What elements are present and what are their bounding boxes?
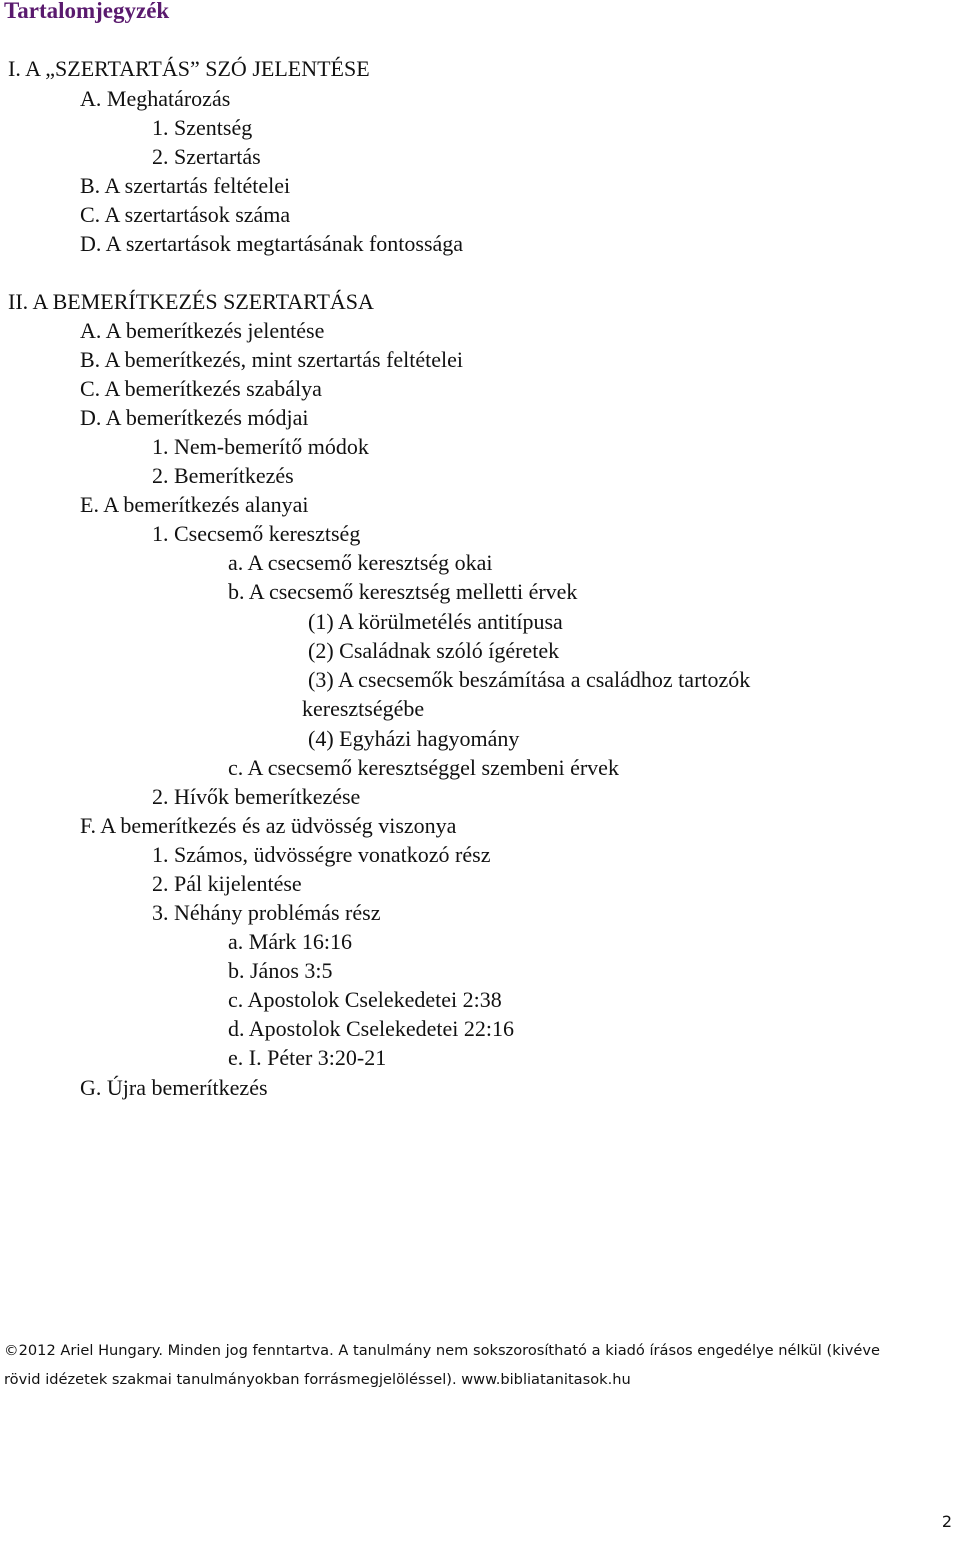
toc-entry: (3) A csecsemők beszámítása a családhoz tartozók	[308, 667, 751, 692]
toc-entry: 2. Hívők bemerítkezése	[152, 784, 361, 809]
toc-entry: 2. Szertartás	[152, 144, 261, 169]
page-number: 2	[941, 1512, 952, 1531]
toc-entry: d. Apostolok Cselekedetei 22:16	[228, 1016, 514, 1041]
toc-entry: D. A bemerítkezés módjai	[80, 405, 309, 430]
toc-entry: A. Meghatározás	[80, 86, 231, 111]
toc-entry: (2) Családnak szóló ígéretek	[308, 638, 560, 663]
toc-entry: 1. Számos, üdvösségre vonatkozó rész	[152, 842, 491, 867]
footer-line: rövid idézetek szakmai tanulmányokban forrásmegjelöléssel). www.bibliatanitasok.hu	[4, 1371, 631, 1388]
toc-entry: B. A szertartás feltételei	[80, 173, 291, 198]
toc-entry: C. A szertartások száma	[80, 202, 291, 227]
toc-entry: F. A bemerítkezés és az üdvösség viszonya	[80, 813, 457, 838]
copyright-footer	[4, 1336, 934, 1394]
toc-entry: 1. Nem-bemerítő módok	[152, 434, 369, 459]
toc-entry: 2. Pál kijelentése	[152, 871, 302, 896]
toc-entry: b. János 3:5	[228, 958, 333, 983]
toc-entry: 1. Szentség	[152, 115, 253, 140]
toc-entry: II. A BEMERÍTKEZÉS SZERTARTÁSA	[8, 289, 374, 314]
toc-entry: 3. Néhány problémás rész	[152, 900, 381, 925]
toc-entry: (4) Egyházi hagyomány	[308, 726, 520, 751]
toc-entry: a. Márk 16:16	[228, 929, 353, 954]
page-title: Tartalomjegyzék	[4, 0, 170, 23]
toc-entry: C. A bemerítkezés szabálya	[80, 376, 322, 401]
toc-entry: B. A bemerítkezés, mint szertartás feltételei	[80, 347, 464, 372]
toc-entry: c. A csecsemő keresztséggel szembeni érvek	[228, 755, 619, 780]
toc-entry: e. I. Péter 3:20-21	[228, 1045, 387, 1070]
toc-entry: 1. Csecsemő keresztség	[152, 521, 361, 546]
toc-entry: 2. Bemerítkezés	[152, 463, 294, 488]
toc-entry: I. A „SZERTARTÁS” SZÓ JELENTÉSE	[8, 56, 370, 81]
footer-line: ©2012 Ariel Hungary. Minden jog fenntartva. A tanulmány nem sokszorosítható a kiadó írásos engedélye nélkül (kivéve	[4, 1342, 880, 1359]
toc-entry: c. Apostolok Cselekedetei 2:38	[228, 987, 502, 1012]
toc-entry: (1) A körülmetélés antitípusa	[308, 609, 563, 634]
toc-entry: keresztségébe	[302, 696, 425, 721]
toc-entry: a. A csecsemő keresztség okai	[228, 550, 493, 575]
toc-entry: D. A szertartások megtartásának fontossága	[80, 231, 464, 256]
toc-entry: E. A bemerítkezés alanyai	[80, 492, 309, 517]
toc-entry: G. Újra bemerítkezés	[80, 1075, 268, 1100]
toc-entry: A. A bemerítkezés jelentése	[80, 318, 325, 343]
toc-entry: b. A csecsemő keresztség melletti érvek	[228, 579, 578, 604]
